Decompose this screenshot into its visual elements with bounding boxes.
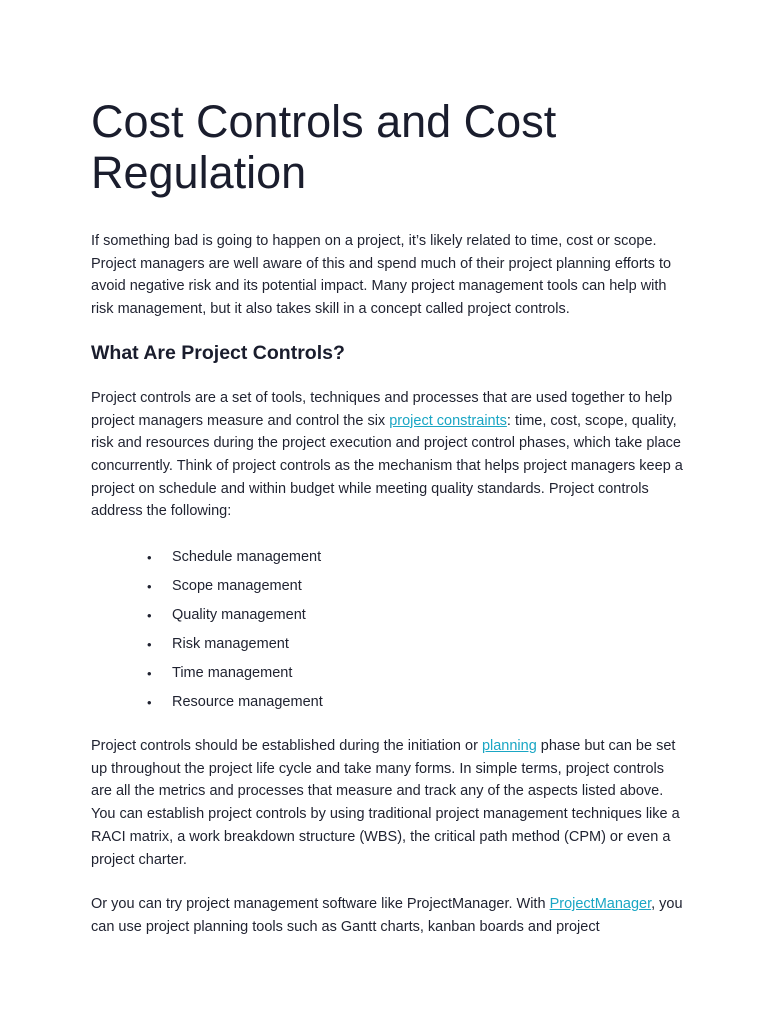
projectmanager-link[interactable]: ProjectManager xyxy=(549,896,652,913)
list-item xyxy=(91,688,683,717)
controls-text-before: Project controls are a set of tools, techniques and processes that are used together to help project managers measure and control the six xyxy=(91,389,673,429)
list-item-text: Risk management xyxy=(172,636,289,653)
list-item-text: Time management xyxy=(172,665,293,682)
document-page xyxy=(91,96,683,939)
software-paragraph xyxy=(91,893,683,938)
list-item-text: Quality management xyxy=(172,607,306,624)
list-item-text: Schedule management xyxy=(172,549,322,566)
software-text-before: Or you can try project management software like ProjectManager. With xyxy=(91,896,550,913)
page-title: Cost Controls and Cost Regulation xyxy=(91,96,557,198)
software-text-after: , you can use project planning tools such as Gantt charts, kanban boards and project xyxy=(91,896,683,935)
established-text-after: phase but can be set up throughout the project life cycle and take many forms. In simple terms, project controls are all the metrics and processes that measure and track any of the aspects listed above. You can establish project controls by using traditional project management techniques like a RACI matrix, a work breakdown structure (WBS), the critical path method (CPM) or even a project charter. xyxy=(91,738,680,868)
list-item xyxy=(91,601,683,630)
list-item xyxy=(91,630,683,659)
bullet-icon: • xyxy=(147,695,152,711)
list-item-text: Resource management xyxy=(172,694,323,711)
list-item xyxy=(91,572,683,601)
established-paragraph xyxy=(91,735,683,871)
intro-paragraph: If something bad is going to happen on a project, it’s likely related to time, cost or scope. Project managers are well aware of this and spend much of their project planning efforts to avoid negative risk and its potential impact. Many project management tools can help with risk management, but it also takes skill in a concept called project controls. xyxy=(91,233,672,318)
list-item xyxy=(91,659,683,688)
planning-link[interactable]: planning xyxy=(481,738,537,755)
controls-list xyxy=(91,543,683,717)
bullet-icon: • xyxy=(147,550,152,566)
established-text-before: Project controls should be established during the initiation or xyxy=(91,738,482,755)
bullet-icon: • xyxy=(147,579,152,595)
project-constraints-link[interactable]: project constraints xyxy=(389,412,507,429)
bullet-icon: • xyxy=(147,608,152,624)
controls-paragraph xyxy=(91,387,683,523)
bullet-icon: • xyxy=(147,666,152,682)
section-heading: What Are Project Controls? xyxy=(91,341,345,364)
controls-text-after: : time, cost, scope, quality, risk and resources during the project execution and project control phases, which take place concurrently. Think of project controls as the mechanism that helps project managers keep a project on schedule and within budget while meeting quality standards. Project controls address the following: xyxy=(91,412,683,520)
list-item xyxy=(91,543,683,572)
list-item-text: Scope management xyxy=(172,578,302,595)
bullet-icon: • xyxy=(147,637,152,653)
